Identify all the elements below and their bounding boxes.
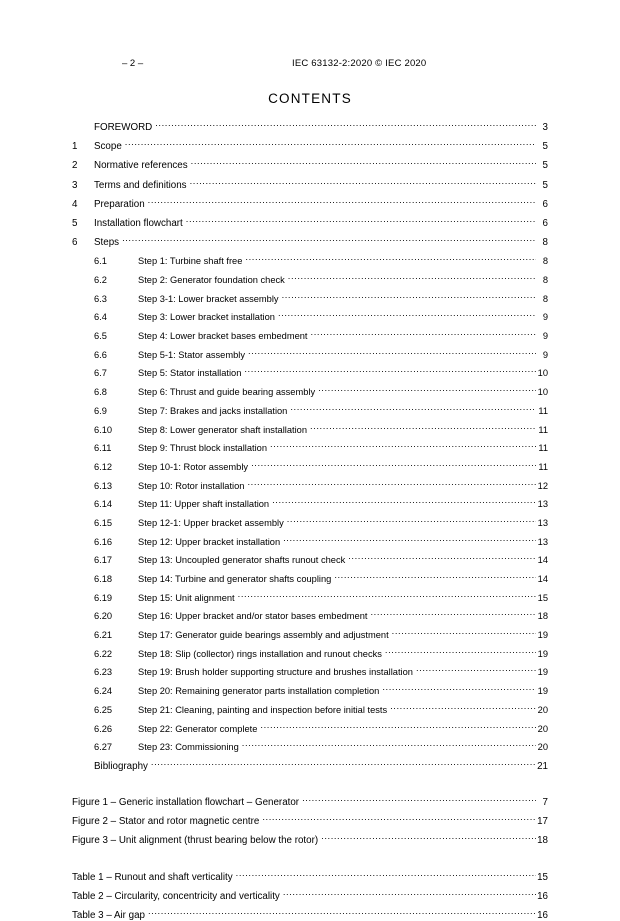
toc-entry[interactable] <box>72 139 548 152</box>
toc-entry[interactable] <box>72 235 548 248</box>
toc-entry-label: Preparation <box>94 198 145 210</box>
toc-entry-page: 13 <box>537 499 548 510</box>
toc-leader-dots <box>151 759 536 769</box>
toc-leader-dots <box>155 120 536 130</box>
toc-entry[interactable] <box>72 759 548 772</box>
toc-entry[interactable] <box>72 120 548 133</box>
toc-entry-page: 6 <box>542 217 548 229</box>
toc-leader-dots <box>288 273 536 283</box>
toc-leader-dots <box>236 870 536 880</box>
toc-entry-label: Step 20: Remaining generator parts installation completion <box>138 686 380 697</box>
toc-entry-label: Step 17: Generator guide bearings assembly and adjustment <box>138 630 389 641</box>
toc-leader-dots <box>244 366 536 376</box>
toc-entry[interactable] <box>72 722 548 734</box>
toc-entry-label: Bibliography <box>94 760 148 772</box>
toc-entry-page: 20 <box>537 723 548 734</box>
toc-leader-dots <box>283 535 536 545</box>
toc-entry-page: 14 <box>537 555 548 566</box>
toc-entry-label: Table 3 – Air gap <box>72 910 145 921</box>
toc-entry-number: 6.27 <box>94 742 113 753</box>
toc-leader-dots <box>348 553 536 563</box>
toc-entry[interactable] <box>72 553 548 565</box>
toc-entry-number: 6.5 <box>94 331 107 342</box>
toc-entry-number: 1 <box>72 141 78 153</box>
toc-leader-dots <box>125 139 536 149</box>
toc-entry-label: Step 3: Lower bracket installation <box>138 312 275 323</box>
toc-entry-label: Step 13: Uncoupled generator shafts runout check <box>138 555 346 566</box>
toc-entry-page: 18 <box>537 611 548 622</box>
toc-entry-page: 5 <box>542 160 548 172</box>
toc-entry[interactable] <box>72 795 548 808</box>
toc-leader-dots <box>283 889 536 899</box>
page-title: CONTENTS <box>268 91 352 106</box>
toc-entry-page: 11 <box>538 461 548 472</box>
toc-entry-number: 4 <box>72 198 78 210</box>
toc-leader-dots <box>272 497 536 507</box>
toc-entry-page: 17 <box>537 816 548 828</box>
toc-entry[interactable] <box>72 441 548 453</box>
toc-entry[interactable] <box>72 310 548 322</box>
toc-entry[interactable] <box>72 889 548 902</box>
toc-entry[interactable] <box>72 665 548 677</box>
toc-entry-label: Table 1 – Runout and shaft verticality <box>72 871 233 883</box>
toc-entry-page: 19 <box>537 630 548 641</box>
toc-leader-dots <box>416 665 536 675</box>
toc-entry-label: Step 12: Upper bracket installation <box>138 536 281 547</box>
toc-leader-dots <box>190 178 536 188</box>
toc-entry-number: 6.20 <box>94 611 113 622</box>
toc-entry-page: 16 <box>537 890 548 902</box>
toc-entry-number: 6.1 <box>94 256 107 267</box>
toc-leader-dots <box>191 158 536 168</box>
toc-entry-number: 6.26 <box>94 723 113 734</box>
toc-entry-page: 18 <box>537 835 548 847</box>
toc-entry-page: 8 <box>542 237 548 249</box>
toc-leader-dots <box>392 628 536 638</box>
toc-entry-label: Step 10: Rotor installation <box>138 480 245 491</box>
toc-entry-number: 6.4 <box>94 312 107 323</box>
toc-entry-label: Step 11: Upper shaft installation <box>138 499 270 510</box>
toc-entry-label: Step 2: Generator foundation check <box>138 275 285 285</box>
toc-entry-number: 6.10 <box>94 424 113 435</box>
toc-entry[interactable] <box>72 833 548 846</box>
toc-entry-number: 6.14 <box>94 499 113 510</box>
toc-entry-page: 21 <box>537 760 548 772</box>
toc-leader-dots <box>282 292 536 302</box>
toc-entry[interactable] <box>72 814 548 827</box>
toc-leader-dots <box>278 310 536 320</box>
toc-entry-page: 13 <box>537 517 548 528</box>
toc-entry[interactable] <box>72 535 548 547</box>
toc-entry-page: 11 <box>538 424 548 435</box>
toc-entry[interactable] <box>72 740 548 752</box>
toc-entry-page: 6 <box>542 198 548 210</box>
toc-leader-dots <box>311 329 536 339</box>
toc-leader-dots <box>262 814 536 824</box>
toc-entry-page: 15 <box>537 592 548 603</box>
toc-entry[interactable] <box>72 460 548 472</box>
toc-leader-dots <box>245 254 536 264</box>
toc-entry-number: 6.9 <box>94 405 107 416</box>
toc-leader-dots <box>302 795 536 805</box>
toc-leader-dots <box>385 647 536 657</box>
toc-entry-number: 6.25 <box>94 704 113 715</box>
toc-entry[interactable] <box>72 572 548 584</box>
toc-leader-dots <box>270 441 536 451</box>
toc-entry-number: 6.22 <box>94 648 113 659</box>
toc-leader-dots <box>321 833 536 843</box>
toc-entry[interactable] <box>72 628 548 640</box>
toc-entry[interactable] <box>72 908 548 921</box>
document-identifier: IEC 63132-2:2020 © IEC 2020 <box>292 58 427 69</box>
toc-entry[interactable] <box>72 497 548 509</box>
toc-entry-label: Step 12-1: Upper bracket assembly <box>138 517 284 528</box>
toc-entry-label: Scope <box>94 141 122 153</box>
toc-entry-number: 3 <box>72 179 78 191</box>
toc-entry-label: Step 6: Thrust and guide bearing assembly <box>138 387 316 398</box>
toc-entry-page: 19 <box>537 667 548 678</box>
toc-entry-number: 6.2 <box>94 275 107 285</box>
toc-entry-page: 8 <box>542 256 548 267</box>
toc-leader-dots <box>122 235 536 245</box>
toc-entry-label: Step 10-1: Rotor assembly <box>138 461 249 472</box>
toc-entry-label: Steps <box>94 237 120 249</box>
toc-entry-label: Step 5: Stator installation <box>138 368 242 379</box>
toc-entry-number: 2 <box>72 160 78 172</box>
toc-entry-page: 9 <box>542 312 548 323</box>
toc-entry-label: Figure 3 – Unit alignment (thrust bearing below the rotor) <box>72 835 319 847</box>
toc-leader-dots <box>370 609 536 619</box>
toc-entry[interactable] <box>72 703 548 715</box>
toc-entry[interactable] <box>72 366 548 378</box>
page-header <box>72 0 548 69</box>
toc-entry-page: 16 <box>537 910 548 921</box>
toc-entry-page: 9 <box>542 331 548 342</box>
toc-entry[interactable] <box>72 870 548 883</box>
toc-leader-dots <box>238 591 536 601</box>
toc-entry-number: 6.21 <box>94 630 113 641</box>
toc-entry[interactable] <box>72 647 548 659</box>
toc-entry-number: 6.16 <box>94 536 113 547</box>
toc-leader-dots <box>382 684 536 694</box>
toc-entry-label: Normative references <box>94 160 188 172</box>
toc-entry-page: 19 <box>537 648 548 659</box>
toc-entry[interactable] <box>72 591 548 603</box>
toc-entry[interactable] <box>72 158 548 171</box>
toc-entry[interactable] <box>72 216 548 229</box>
toc-entry-label: Step 23: Commissioning <box>138 742 239 753</box>
toc-leader-dots <box>310 423 536 433</box>
toc-entry-number: 6.7 <box>94 368 107 379</box>
toc-table-entries <box>72 870 548 921</box>
toc-leader-dots <box>242 740 536 750</box>
toc-entry-label: Figure 1 – Generic installation flowchart – Generator <box>72 797 300 809</box>
toc-entry-label: Step 5-1: Stator assembly <box>138 349 245 360</box>
toc-entry-label: Step 8: Lower generator shaft installation <box>138 424 307 435</box>
toc-entry-label: Terms and definitions <box>94 179 187 191</box>
toc-leader-dots <box>148 197 536 207</box>
toc-entry-number: 6.6 <box>94 349 107 360</box>
toc-leader-dots <box>334 572 536 582</box>
toc-entry-page: 10 <box>537 368 548 379</box>
toc-entry-label: Figure 2 – Stator and rotor magnetic centre <box>72 816 260 828</box>
toc-entry[interactable] <box>72 348 548 360</box>
toc-leader-dots <box>260 722 536 732</box>
toc-entry[interactable] <box>72 609 548 621</box>
toc-entry[interactable] <box>72 684 548 696</box>
toc-entry-label: Step 18: Slip (collector) rings installation and runout checks <box>138 648 382 659</box>
toc-leader-dots <box>287 516 536 526</box>
toc-entry-page: 8 <box>542 293 548 304</box>
table-of-contents <box>72 120 548 921</box>
toc-entry[interactable] <box>72 423 548 435</box>
toc-entry-page: 5 <box>542 141 548 153</box>
toc-entry-label: Step 4: Lower bracket bases embedment <box>138 331 308 342</box>
toc-entry[interactable] <box>72 292 548 304</box>
toc-entry-label: Step 15: Unit alignment <box>138 592 235 603</box>
toc-entry-page: 10 <box>537 387 548 398</box>
toc-entry-label: FOREWORD <box>94 122 153 133</box>
toc-leader-dots <box>248 348 536 358</box>
toc-leader-dots <box>186 216 536 226</box>
toc-entry-page: 13 <box>537 536 548 547</box>
toc-entry-number: 6.17 <box>94 555 113 566</box>
toc-entry-page: 19 <box>537 686 548 697</box>
toc-entry-label: Step 7: Brakes and jacks installation <box>138 405 288 416</box>
toc-entry-number: 6.3 <box>94 293 107 304</box>
toc-leader-dots <box>247 479 536 489</box>
toc-entry-number: 6.23 <box>94 667 113 678</box>
toc-entry-label: Installation flowchart <box>94 217 183 229</box>
toc-entry-page: 20 <box>537 742 548 753</box>
toc-entry[interactable] <box>72 197 548 210</box>
toc-entry-number: 6.15 <box>94 517 113 528</box>
toc-leader-dots <box>290 404 536 414</box>
toc-entry-page: 3 <box>542 122 548 133</box>
toc-entry-number: 6 <box>72 237 78 249</box>
toc-entry-page: 12 <box>537 480 548 491</box>
toc-entry-page: 5 <box>542 179 548 191</box>
toc-entry-number: 6.24 <box>94 686 113 697</box>
toc-entry[interactable] <box>72 479 548 491</box>
toc-entry-number: 5 <box>72 217 78 229</box>
toc-entry[interactable] <box>72 178 548 191</box>
toc-entry-label: Table 2 – Circularity, concentricity and verticality <box>72 890 280 902</box>
toc-entry-label: Step 16: Upper bracket and/or stator bases embedment <box>138 611 368 622</box>
spacer <box>72 853 548 870</box>
toc-entry-page: 14 <box>537 574 548 584</box>
toc-leader-dots <box>390 703 536 713</box>
toc-entry-page: 7 <box>542 797 548 809</box>
toc-entry-page: 11 <box>538 405 548 416</box>
toc-figure-entries <box>72 795 548 846</box>
toc-entry[interactable] <box>72 329 548 341</box>
toc-entry[interactable] <box>72 273 548 285</box>
toc-entry-number: 6.12 <box>94 461 113 472</box>
toc-entry-label: Step 1: Turbine shaft free <box>138 256 243 267</box>
toc-entry-label: Step 14: Turbine and generator shafts coupling <box>138 574 332 584</box>
toc-main-entries <box>72 120 548 772</box>
toc-entry-number: 6.18 <box>94 574 113 584</box>
toc-entry-label: Step 21: Cleaning, painting and inspection before initial tests <box>138 704 388 715</box>
toc-entry-page: 15 <box>537 871 548 883</box>
toc-entry-label: Step 9: Thrust block installation <box>138 443 268 454</box>
spacer <box>72 778 548 795</box>
toc-entry-page: 20 <box>537 704 548 715</box>
toc-leader-dots <box>251 460 536 470</box>
toc-leader-dots <box>318 385 536 395</box>
toc-entry-number: 6.8 <box>94 387 107 398</box>
toc-entry-label: Step 3-1: Lower bracket assembly <box>138 293 279 304</box>
toc-entry-page: 8 <box>542 275 548 285</box>
toc-entry[interactable] <box>72 254 548 266</box>
toc-entry-number: 6.11 <box>94 443 112 454</box>
toc-leader-dots <box>148 908 536 918</box>
page-number: – 2 – <box>122 58 144 69</box>
toc-entry[interactable] <box>72 516 548 528</box>
toc-entry-number: 6.13 <box>94 480 113 491</box>
toc-entry-page: 11 <box>538 443 548 454</box>
toc-entry[interactable] <box>72 404 548 416</box>
toc-entry[interactable] <box>72 385 548 397</box>
toc-entry-label: Step 19: Brush holder supporting structure and brushes installation <box>138 667 413 678</box>
toc-entry-page: 9 <box>542 349 548 360</box>
toc-entry-number: 6.19 <box>94 592 113 603</box>
toc-entry-label: Step 22: Generator complete <box>138 723 258 734</box>
